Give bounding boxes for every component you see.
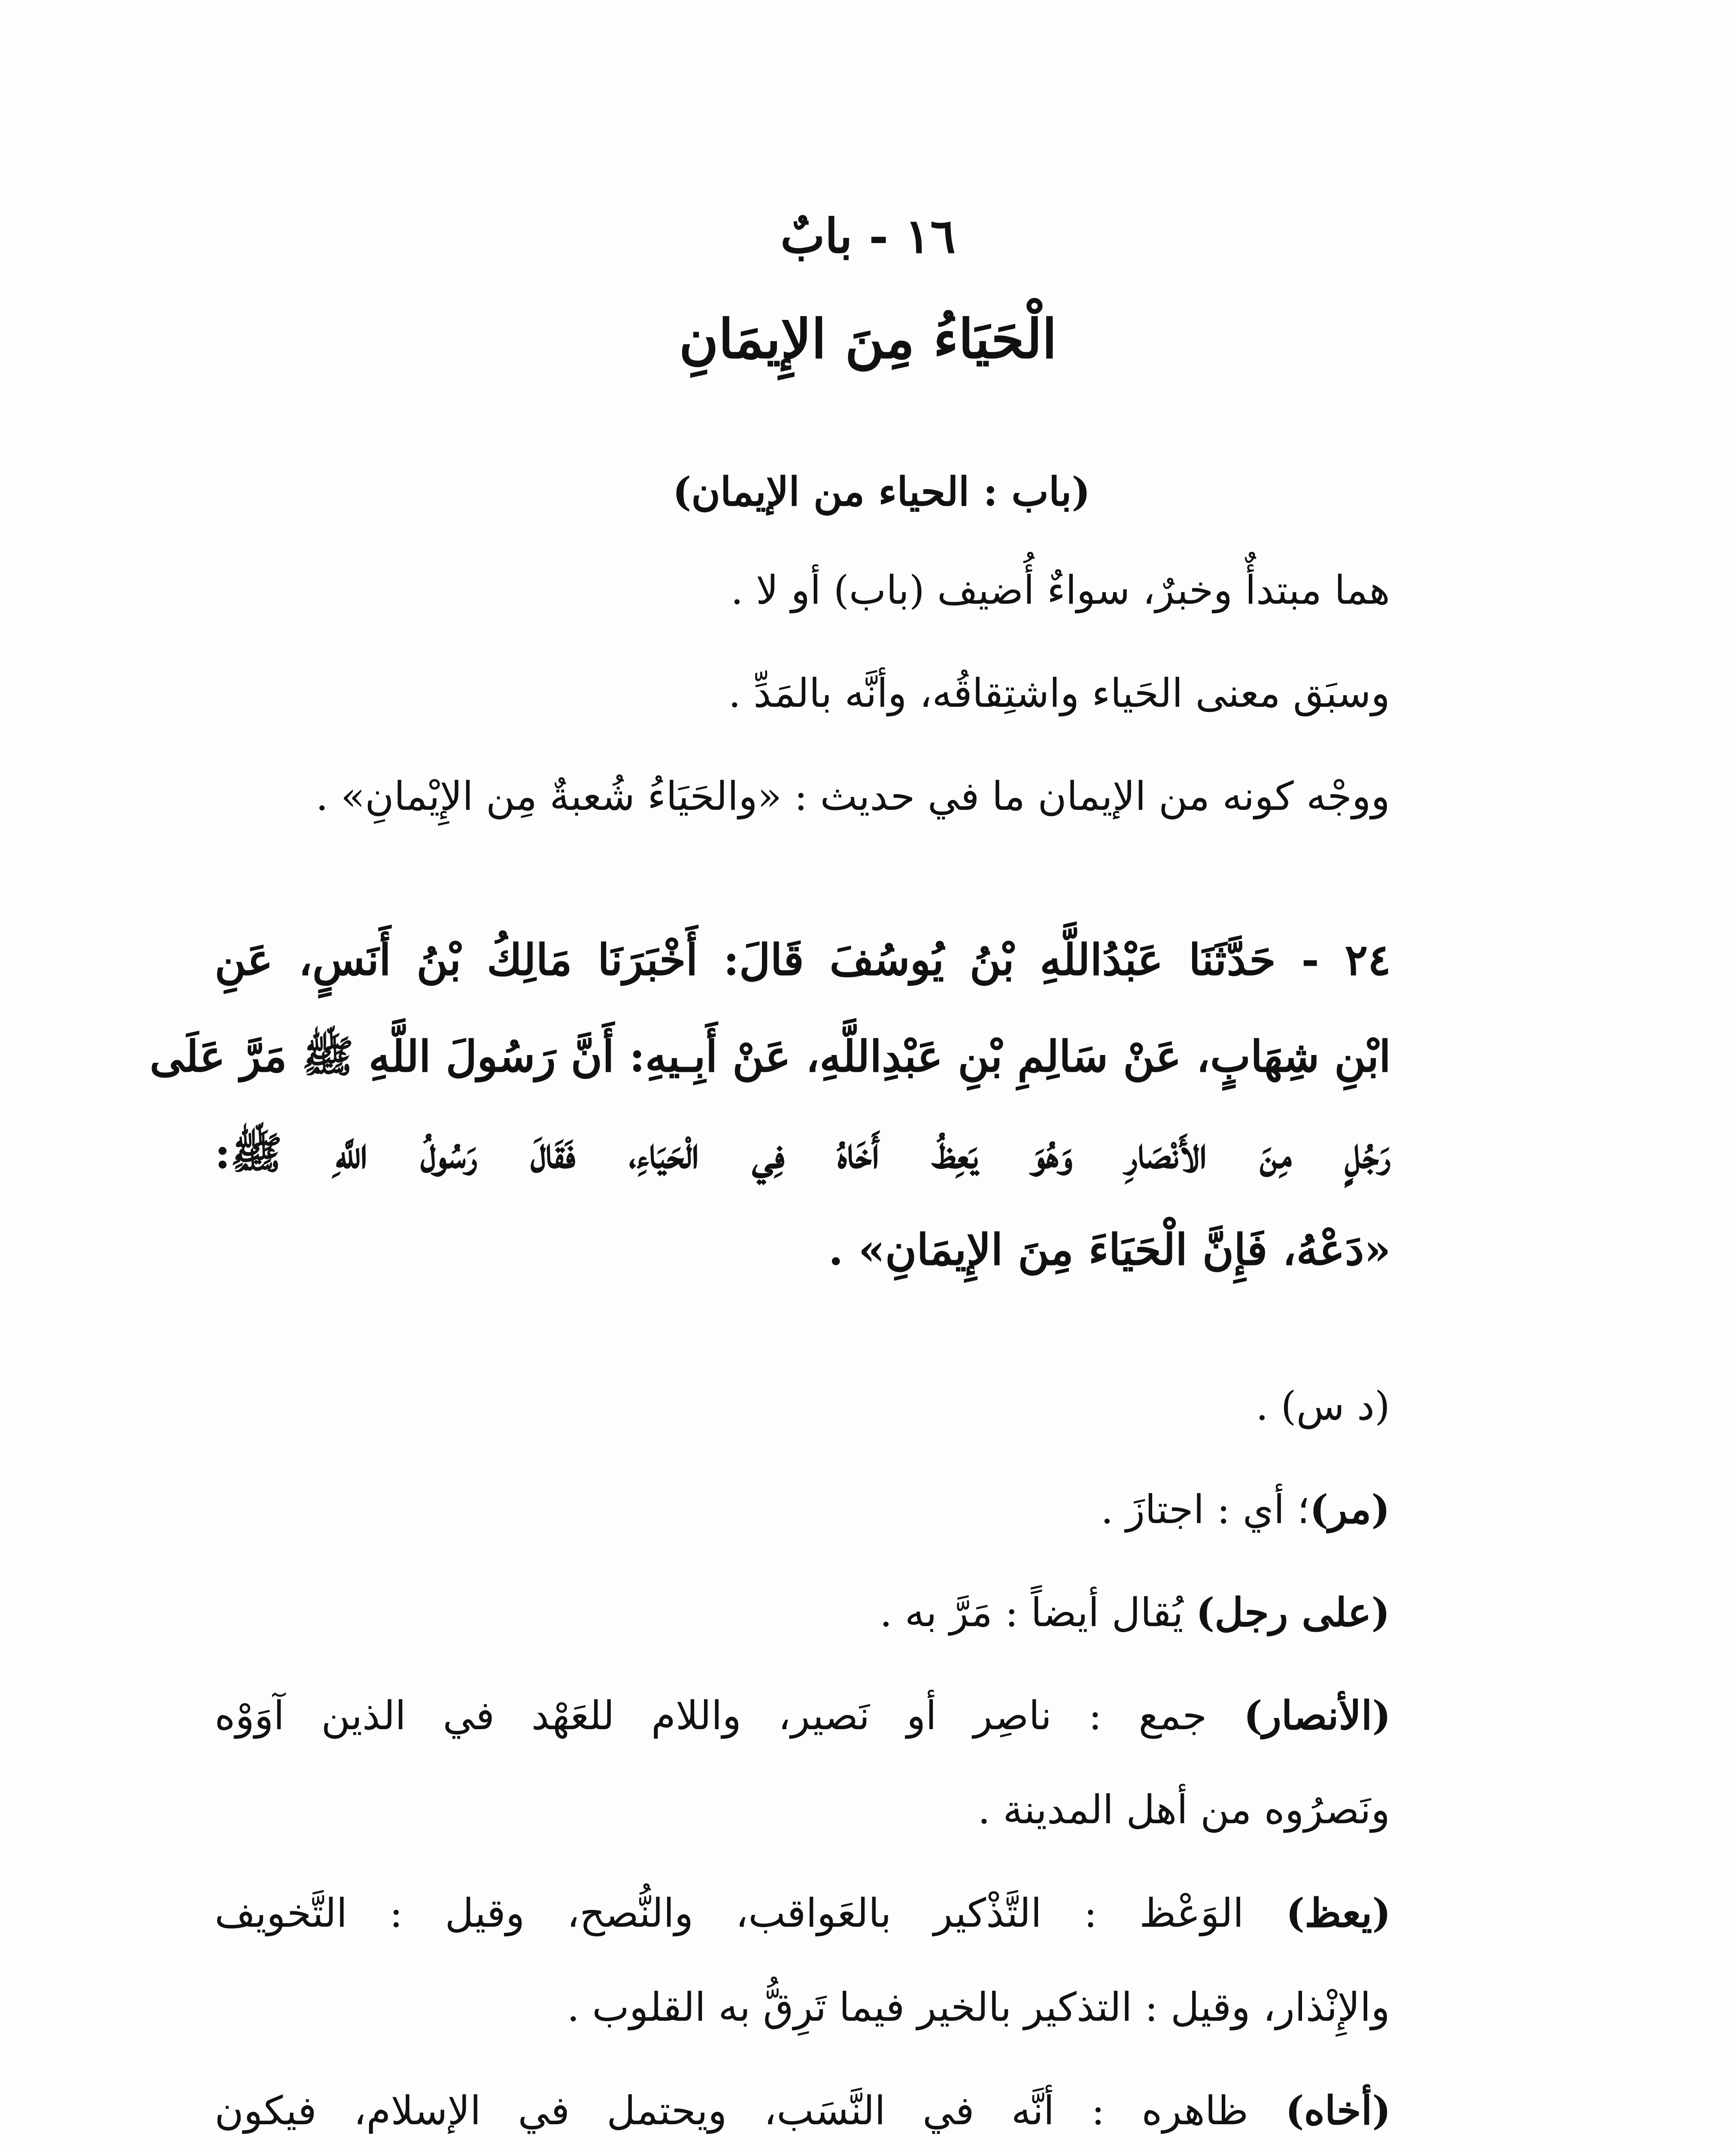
note-yaiz-line-2: والإِنْذار، وقيل : التذكير بالخير فيما تَرِقُّ به القلوب .	[567, 1984, 1390, 2030]
note-akhahu-line-1	[215, 2078, 1391, 2143]
note-marra	[1101, 1477, 1390, 1542]
note-ala-rajul-text: يُقال أيضاً : مَرَّ به .	[880, 1590, 1196, 1636]
note-ansar-line-1	[215, 1683, 1391, 1748]
hadith-line-4: «دَعْهُ، فَإِنَّ الْحَيَاءَ مِنَ الإِيمَانِ» .	[828, 1224, 1391, 1275]
note-akhahu-text-1: ظاهره : أنَّه في النَّسَب، ويحتمل في الإسلام، فيكون	[215, 2088, 1286, 2134]
chapter-number-heading: ١٦ - بابٌ	[780, 208, 956, 264]
chapter-title: الْحَيَاءُ مِنَ الإِيمَانِ	[679, 308, 1057, 371]
hadith-line-3: رَجُلٍ مِنَ الأَنْصَارِ وَهُوَ يَعِظُ أَخَاهُ فِي الْحَيَاءِ، فَقَالَ رَسُولُ اللَّهِ ﷺ:	[215, 1128, 1391, 1178]
hadith-line-1: ٢٤ - حَدَّثَنَا عَبْدُاللَّهِ بْنُ يُوسُفَ قَالَ: أَخْبَرَنَا مَالِكُ بْنُ أَنَسٍ، عَنِ	[215, 934, 1391, 985]
note-yaiz-text-1: الوَعْظ : التَّذْكير بالعَواقب، والنُّصح، وقيل : التَّخويف	[215, 1890, 1286, 1936]
note-ansar-term: (الأنصار)	[1244, 1692, 1391, 1739]
commentary-title: (باب : الحياء من الإيمان)	[672, 468, 1090, 515]
note-ala-rajul-term: (على رجل)	[1196, 1589, 1390, 1636]
hadith-line-2: ابْنِ شِهَابٍ، عَنْ سَالِمِ بْنِ عَبْدِاللَّهِ، عَنْ أَبِـيهِ: أَنَّ رَسُولَ اللَّهِ ﷺ مَرَّ عَلَى	[149, 1031, 1391, 1082]
note-yaiz-line-1	[215, 1881, 1391, 1946]
note-akhahu-term: (أخاه)	[1285, 2087, 1391, 2134]
commentary-line-1: هما مبتدأٌ وخبرٌ، سواءٌ أُضيف (باب) أو لا .	[731, 567, 1390, 613]
note-ansar-text-1: جمع : ناصِر أو نَصير، واللام للعَهْد في الذين آوَوْه	[215, 1693, 1244, 1739]
notes-section	[215, 1374, 1391, 2147]
note-ds: (د س) .	[1256, 1383, 1390, 1429]
hadith-text	[149, 928, 1391, 1314]
commentary-line-3: ووجْه كونه من الإيمان ما في حديث : «والحَيَاءُ شُعبةٌ مِن الإِيْمانِ» .	[316, 773, 1390, 819]
note-marra-text: ؛ أي : اجتازَ .	[1101, 1487, 1310, 1533]
commentary-line-2: وسبَق معنى الحَياء واشتِقاقُه، وأنَّه بالمَدِّ .	[728, 670, 1390, 716]
note-ala-rajul	[880, 1580, 1390, 1645]
note-yaiz-term: (يعظ)	[1286, 1890, 1391, 1936]
note-marra-term: (مر)	[1309, 1486, 1390, 1533]
commentary-intro	[215, 447, 1391, 833]
note-ansar-line-2: ونَصرُوه من أهل المدينة .	[977, 1787, 1390, 1833]
